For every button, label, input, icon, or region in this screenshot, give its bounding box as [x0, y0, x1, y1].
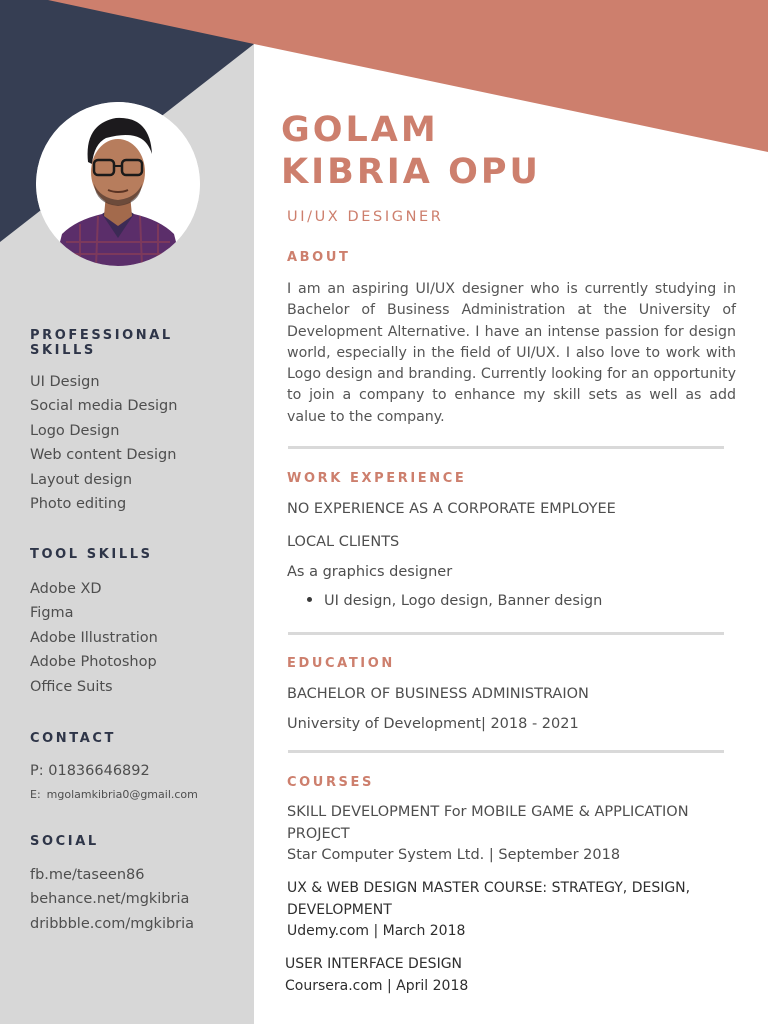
course-detail: Star Computer System Ltd. | September 2018: [287, 847, 621, 863]
course-name: SKILL DEVELOPMENT For MOBILE GAME & APPLICATION PROJECT: [287, 804, 689, 842]
professional-skills-heading: [30, 328, 173, 358]
name-line: GOLAM: [281, 110, 439, 150]
course-detail: Coursera.com | April 2018: [285, 977, 469, 994]
social-link[interactable]: dribbble.com/mgkibria: [30, 915, 195, 932]
tool-item: Adobe XD: [30, 581, 102, 597]
work-heading: WORK EXPERIENCE: [287, 471, 467, 486]
full-name: [281, 109, 541, 193]
course-name: UX & WEB DESIGN MASTER COURSE: STRATEGY, DESIGN, DEVELOPMENT: [287, 880, 691, 918]
tool-item: Adobe Illustration: [30, 629, 158, 646]
section-divider: [288, 446, 724, 449]
skill-item: Photo editing: [30, 495, 127, 512]
skill-item: Layout design: [30, 471, 133, 488]
contact-heading: CONTACT: [30, 731, 116, 746]
profile-photo: [36, 102, 200, 266]
professional-skills-list: [30, 370, 177, 516]
work-bullet: [307, 593, 602, 609]
tool-item: Figma: [30, 605, 74, 622]
skill-item: UI Design: [30, 374, 100, 390]
email-label: E:: [30, 788, 41, 801]
social-heading: SOCIAL: [30, 834, 99, 849]
contact-phone: P: 01836646892: [30, 763, 150, 779]
course-item: [285, 954, 735, 997]
tool-item: Adobe Photoshop: [30, 654, 157, 671]
social-link[interactable]: fb.me/taseen86: [30, 867, 145, 883]
about-text: I am an aspiring UI/UX designer who is currently studying in Bachelor of Business Administration at the University of Development Alternative. I have an intense passion for design world, especially in the field of UI/UX. I also love to work with Logo design and branding. Currently looking for an opportunity to join a company to enhance my skill sets as well as add value to the company.: [287, 281, 736, 425]
skill-item: Web content Design: [30, 447, 177, 464]
contact-email-row: [30, 788, 198, 801]
work-line: As a graphics designer: [287, 564, 453, 580]
social-link[interactable]: behance.net/mgkibria: [30, 891, 190, 908]
course-name: USER INTERFACE DESIGN: [285, 956, 463, 972]
section-divider: [288, 750, 724, 753]
about-heading: ABOUT: [287, 250, 351, 265]
bullet-icon: [307, 597, 312, 602]
work-bullet-text: UI design, Logo design, Banner design: [324, 593, 603, 609]
heading-line: SKILLS: [30, 343, 96, 358]
education-degree: BACHELOR OF BUSINESS ADMINISTRAION: [287, 686, 589, 702]
education-heading: EDUCATION: [287, 656, 395, 671]
work-line: NO EXPERIENCE AS A CORPORATE EMPLOYEE: [287, 501, 616, 517]
name-line: KIBRIA OPU: [281, 152, 541, 192]
course-item: [287, 802, 737, 867]
education-school: University of Development| 2018 - 2021: [287, 716, 579, 732]
contact-email[interactable]: mgolamkibria0@gmail.com: [46, 788, 198, 801]
work-line: LOCAL CLIENTS: [287, 534, 400, 550]
social-list: [30, 863, 194, 936]
skill-item: Logo Design: [30, 422, 120, 439]
courses-heading: COURSES: [287, 775, 374, 790]
section-divider: [288, 632, 724, 635]
tool-skills-heading: TOOL SKILLS: [30, 547, 153, 562]
tool-skills-list: [30, 577, 158, 699]
skill-item: Social media Design: [30, 398, 178, 415]
course-detail: Udemy.com | March 2018: [287, 923, 466, 939]
course-item: [287, 878, 737, 943]
tool-item: Office Suits: [30, 678, 113, 695]
job-title: UI/UX DESIGNER: [287, 209, 444, 225]
heading-line: PROFESSIONAL: [30, 328, 173, 343]
